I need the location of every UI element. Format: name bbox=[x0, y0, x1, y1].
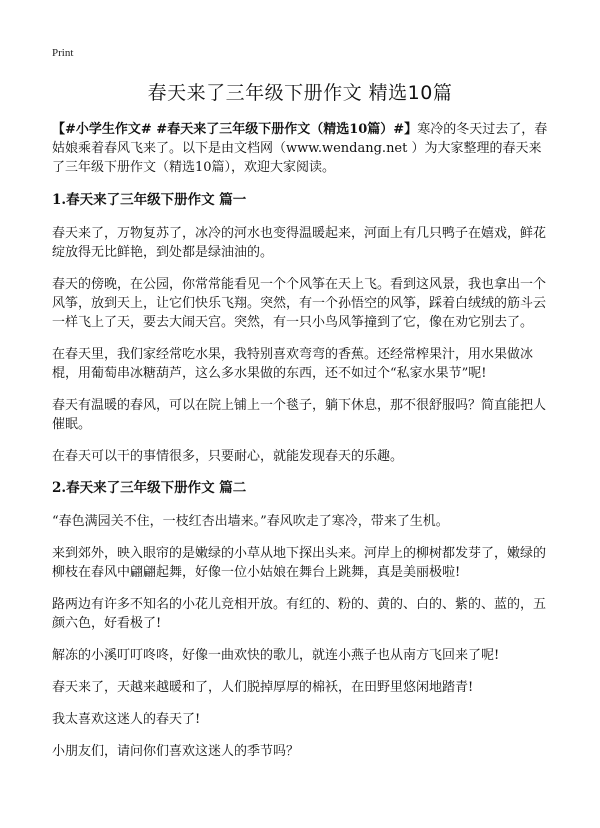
section-2 bbox=[52, 479, 552, 761]
section-1 bbox=[52, 191, 552, 466]
paragraph: 路两边有许多不知名的小花儿竞相开放。有红的、粉的、黄的、白的、紫的、蓝的，五颜六色，好看极了! bbox=[52, 597, 547, 631]
paragraph: 春天来了，万物复苏了，冰冷的河水也变得温暖起来，河面上有几只鸭子在嬉戏，鲜花绽放得无比鲜艳，到处都是绿油油的。 bbox=[52, 226, 547, 260]
intro-paragraph bbox=[52, 120, 552, 177]
paragraph: 我太喜欢这迷人的春天了! bbox=[52, 712, 201, 727]
paragraph: 小朋友们，请问你们喜欢这迷人的季节吗？ bbox=[52, 744, 300, 759]
section-heading: 1.春天来了三年级下册作文 篇一 bbox=[52, 192, 247, 208]
paragraph: 在春天里，我们家经常吃水果，我特别喜欢弯弯的香蕉。还经常榨果汁，用水果做冰棍，用葡萄串冰糖葫芦，这么多水果做的东西，还不如过个“私家水果节”呢! bbox=[52, 347, 534, 381]
paragraph: 春天来了，天越来越暖和了，人们脱掉厚厚的棉袄，在田野里悠闲地踏青! bbox=[52, 680, 474, 695]
paragraph: “春色满园关不住，一枝红杏出墙来。”春风吹走了寒冷，带来了生机。 bbox=[52, 514, 449, 529]
print-link[interactable]: Print bbox=[52, 47, 74, 59]
section-heading: 2.春天来了三年级下册作文 篇二 bbox=[52, 480, 247, 496]
intro-text: 寒冷的冬天过去了，春姑娘乘着春风飞来了。以下是由文档网（www.wendang.net ）为大家整理的春天来了三年级下册作文（精选10篇），欢迎大家阅读。 bbox=[52, 122, 548, 175]
article-body bbox=[52, 120, 552, 774]
paragraph: 解冻的小溪叮叮咚咚，好像一曲欢快的歌儿，就连小燕子也从南方飞回来了呢! bbox=[52, 648, 500, 663]
paragraph: 春天的傍晚，在公园，你常常能看见一个个风筝在天上飞。看到这风景，我也拿出一个风筝，放到天上，让它们快乐飞翔。突然，有一个孙悟空的风筝，踩着白绒绒的筋斗云一样飞上了天，要去大闹天宫。突然，有一只小鸟风筝撞到了它，像在劝它别去了。 bbox=[52, 277, 547, 330]
intro-tag: 【#小学生作文# #春天来了三年级下册作文（精选10篇）#】 bbox=[52, 122, 418, 137]
paragraph: 在春天可以干的事情很多，只要耐心，就能发现春天的乐趣。 bbox=[52, 449, 404, 464]
paragraph: 来到郊外，映入眼帘的是嫩绿的小草从地下探出头来。河岸上的柳树都发芽了，嫩绿的柳枝在春风中翩翩起舞，好像一位小姑娘在舞台上跳舞，真是美丽极啦! bbox=[52, 546, 547, 580]
page-title: 春天来了三年级下册作文 精选10篇 bbox=[147, 82, 453, 104]
paragraph: 春天有温暖的春风，可以在院上铺上一个毯子，躺下休息，那不很舒服吗？简直能把人催眠。 bbox=[52, 398, 547, 432]
